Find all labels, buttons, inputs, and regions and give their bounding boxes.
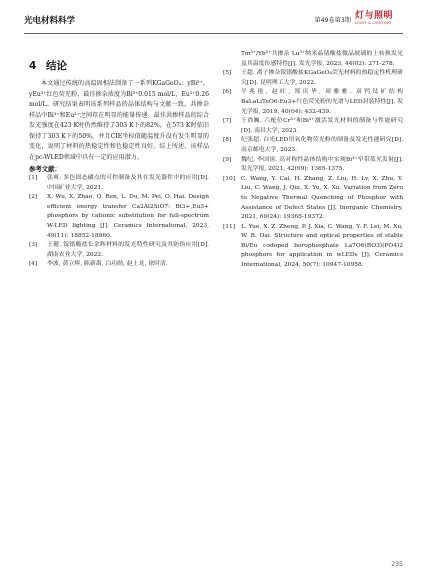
reference-number: [11] <box>223 223 236 230</box>
reference-item <box>29 193 209 241</box>
logo-subtext: LIGHT & LIGHTING <box>355 21 392 25</box>
reference-number: [2] <box>29 194 38 201</box>
issue-info: 第49卷第3期 <box>314 17 351 24</box>
reference-item <box>223 117 403 136</box>
reference-item <box>223 69 403 88</box>
references-list-left <box>29 174 209 270</box>
reference-item <box>29 241 209 260</box>
reference-text: 王尚巍. 六配位Cr³⁺和Bi³⁺激活发光材料的制备与性能研究[D]. 南昌大学, 2023. <box>241 118 403 134</box>
reference-number: [4] <box>29 261 38 268</box>
reference-text: X. Wu, X. Zhao, Q. Ren, L. Du, M. Pei, O. Hai. Design efficient energy transfer Ca2Al2SiO7: Bi3+,Eu3+ phosphors by cationic substitution for full-spectrum W-LED lighting [J]. Ceramics International, 2023, 49(11): 18852-18860. <box>47 194 209 239</box>
reference-number: [7] <box>223 118 232 125</box>
page-header <box>24 11 403 30</box>
reference-text: 李波, 黄立辉, 陈新禹, 白功勋, 赵士龙, 徐时清. <box>47 261 168 268</box>
journal-title: 光电材料科学 <box>24 16 76 26</box>
section-heading <box>29 58 209 73</box>
reference-number: [3] <box>29 242 38 249</box>
right-column <box>223 50 403 271</box>
header-divider <box>24 33 403 34</box>
journal-logo <box>355 11 403 29</box>
reference-text: 张爽. 多色固态磷点的可控制备及其在发光器件中的应用[D]. 中国矿业大学, 2021. <box>47 175 209 191</box>
reference-text: C. Wang, Y. Cai, H. Zhang, Z. Liu, H. Lv, X. Zhu, Y. Liu, C. Wang, J. Qiu, X. Yu, X. Xu. Variation from Zero to Negative Thermal Quenching of Phosphor with Assistance of Defect States [J]. Inorganic Chemistry, 2021, 60(24): 19365-19372. <box>241 175 403 221</box>
reference-text: 王健. 镓锗酸盐长余辉材料的发光特性研究及其防伪应用[D]. 湖南农业大学, 2022. <box>47 242 209 258</box>
reference-continuation: Tm³⁺/Yb³⁺共掺杂 Lu³⁺纳米晶锗酸盐微晶玻璃的上转换发光及其温度传感特性[J]. 发光学报, 2023, 44(02): 271-278. <box>241 51 403 67</box>
reference-number: [9] <box>223 156 232 163</box>
section-title: 结论 <box>45 60 67 72</box>
reference-item <box>223 175 403 223</box>
reference-text: 平兆艳, 赵旺, 郑庆华, 周雅雅. 双钙钛矿结构BaLaLiTeO6:Eu3+红色荧光粉的光谱与LED封装特性[J]. 发光学报, 2019, 40(04): 432-439. <box>241 89 403 115</box>
references-list-right <box>223 69 403 270</box>
reference-number: [5] <box>223 70 232 77</box>
reference-text: 纪张超. 白光LED用氧化物荧光粉的制备及发光性能研究[D]. 南京邮电大学, 2023. <box>241 137 403 153</box>
reference-item <box>223 156 403 175</box>
reference-item <box>223 136 403 155</box>
reference-item <box>29 260 209 270</box>
reference-item <box>29 174 209 193</box>
reference-item <box>223 88 403 117</box>
reference-item <box>223 223 403 271</box>
logo-text: 灯与照明 <box>355 11 394 21</box>
left-column <box>29 58 209 270</box>
reference-text: L. Yue, X. Z. Zheng, P. J. Xia, C. Wang, Y. F. Lei, M. Xu, W. B. Dai. Structure and optical properties of stable Bi/Eu codoped borophosphate La7O6(BO3)(PO4)2 phosphors for application in wLEDs [J]. Ceramics International, 2024, 50(7): 10947-10958. <box>241 223 403 269</box>
conclusion-paragraph: 本文通过传统的高温固相法制备了一系列KGaGeO₄：yBi³⁺，yEu³⁺红色荧光粉，最佳掺杂浓度为Bi³⁺0.015 mol/L，Eu³⁺0.26 mol/L。研究结果表明该系列样品的晶体结构与文献一致。共掺杂样品中Bi³⁺和Eu³⁺之间存在明显的能量传递。最佳共掺样品的综合发光强度在423 K时仍然维持了303 K下的82%，在573 K时依旧保持了303 K下的50%，并且CIE坐标值随温度升没有发生明显的变化，说明了材料的热稳定性和色稳定性良好。综上所述，该样品在pc-WLED领域中具有一定的应用潜力。 <box>29 80 209 161</box>
section-number: 4 <box>29 60 37 72</box>
reference-number: [8] <box>223 137 232 144</box>
page-number: 235 <box>391 561 403 568</box>
reference-number: [6] <box>223 89 232 96</box>
reference-number: [10] <box>223 175 236 182</box>
reference-number: [1] <box>29 175 38 181</box>
reference-text: 魏纪, 李国岗. 高对称性晶体结构中实现Bi³⁺窄带蓝光发射[J]. 发光学报, 2021, 42(09): 1365-1375. <box>241 156 403 173</box>
references-heading: 参考文献： <box>29 165 61 173</box>
reference-text: 王超. 离子掺杂镓锗酸盐KGaGeO₄荧光材料的热稳定性机理研究[D]. 昆明理工大学, 2022. <box>241 70 403 86</box>
